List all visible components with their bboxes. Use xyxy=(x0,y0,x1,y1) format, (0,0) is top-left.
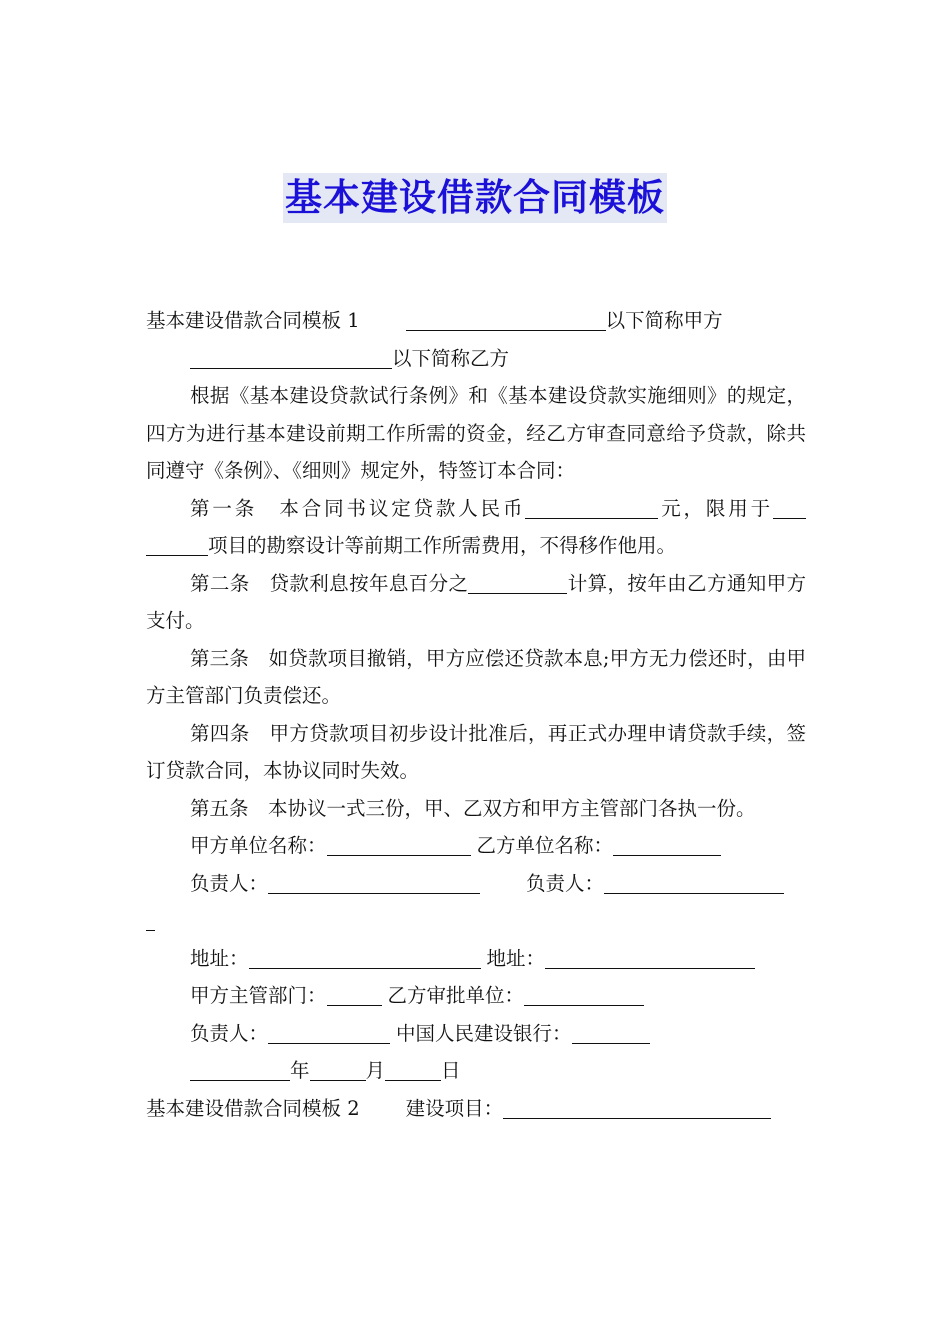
document-title: 基本建设借款合同模板 xyxy=(0,173,950,223)
article-2: 第二条 贷款利息按年息百分之 计算，按年由乙方通知甲方支付。 xyxy=(146,565,806,640)
bank-blank[interactable] xyxy=(572,1019,650,1044)
party-a-addr-blank[interactable] xyxy=(249,944,481,969)
loan-amount-blank[interactable] xyxy=(525,494,658,519)
article-1: 第一条 本合同书议定贷款人民币 元，限用于项目的勘察设计等前期工作所需费用，不得移作他用。 xyxy=(146,490,806,565)
project-blank-1[interactable] xyxy=(773,494,806,519)
template1-heading-line: 基本建设借款合同模板 1 以下简称甲方 xyxy=(146,302,806,340)
bank-line: 负责人： 中国人民建设银行： xyxy=(146,1015,806,1053)
article-5: 第五条 本协议一式三份，甲、乙双方和甲方主管部门各执一份。 xyxy=(190,796,756,820)
article-3: 第三条 如贷款项目撤销，甲方应偿还贷款本息;甲方无力偿还时，由甲方主管部门负责偿还。 xyxy=(146,646,806,707)
project-name-blank[interactable] xyxy=(503,1094,771,1119)
interest-rate-blank[interactable] xyxy=(468,569,567,594)
project-blank-2[interactable] xyxy=(146,531,208,556)
address-line: 地址： 地址： xyxy=(146,940,806,978)
party-a-name-blank[interactable] xyxy=(327,831,471,856)
template2-heading: 基本建设借款合同模板 2 xyxy=(146,1096,360,1120)
document-body xyxy=(146,302,806,1127)
party-a-resp-blank[interactable] xyxy=(268,869,480,894)
a-dept-blank[interactable] xyxy=(327,981,382,1006)
dept-resp-blank[interactable] xyxy=(268,1019,390,1044)
template1-heading: 基本建设借款合同模板 1 xyxy=(146,309,360,332)
date-line: 年 月 日 xyxy=(146,1052,806,1090)
month-blank[interactable] xyxy=(310,1056,366,1081)
b-approve-blank[interactable] xyxy=(524,981,644,1006)
party-b-blank[interactable] xyxy=(190,344,392,369)
unit-name-line: 甲方单位名称： 乙方单位名称： xyxy=(146,827,806,865)
party-b-resp-blank[interactable] xyxy=(604,869,784,894)
responsible-line: 负责人： 负责人： xyxy=(146,865,806,903)
party-b-line: 以下简称乙方 xyxy=(146,340,806,378)
article-4: 第四条 甲方贷款项目初步设计批准后，再正式办理申请贷款手续，签订贷款合同，本协议同时失效。 xyxy=(146,721,806,782)
party-b-name-blank[interactable] xyxy=(613,831,721,856)
template2-heading-line: 基本建设借款合同模板 2 建设项目： xyxy=(146,1090,806,1128)
department-line: 甲方主管部门： 乙方审批单位： xyxy=(146,977,806,1015)
party-a-blank[interactable] xyxy=(406,306,606,331)
party-b-resp-blank-cont[interactable] xyxy=(146,906,155,931)
year-blank[interactable] xyxy=(190,1056,290,1081)
intro-paragraph: 根据《基本建设贷款试行条例》和《基本建设贷款实施细则》的规定，四方为进行基本建设前期工作所需的资金，经乙方审查同意给予贷款，除共同遵守《条例》、《细则》规定外，特签订本合同： xyxy=(146,384,806,482)
day-blank[interactable] xyxy=(385,1056,441,1081)
responsible-overflow-line xyxy=(146,902,806,940)
party-b-addr-blank[interactable] xyxy=(545,944,755,969)
